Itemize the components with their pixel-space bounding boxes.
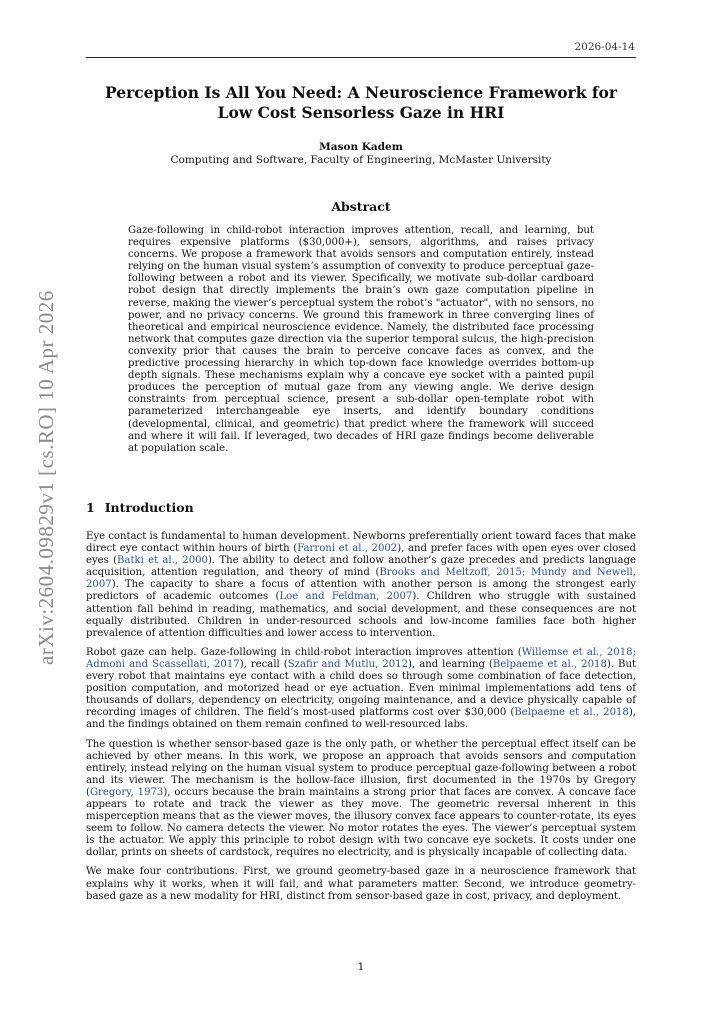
arxiv-identifier: arXiv:2604.09829v1 [cs.RO] 10 Apr 2026	[34, 290, 58, 665]
citation-link[interactable]: Belpaeme et al., 2018	[492, 658, 607, 670]
text-run: ), and prefer faces with open eyes over closed eyes (	[86, 543, 636, 567]
paragraph-4	[86, 866, 636, 902]
document-date: 2026-04-14	[574, 41, 635, 53]
paragraph-1	[86, 531, 636, 640]
text-run: Robot gaze can help. Gaze-following in child-robot interaction improves attention (	[86, 646, 522, 658]
paragraph-2	[86, 647, 636, 732]
text-run: The question is whether sensor-based gaze is the only path, or whether the perceptual effect itself can be achieved by other means. In this work, we propose an approach that avoids sensors and computation entirely, instead relying on the human visual system to produce perceptual gaze-following between a robot and its viewer. The mechanism is the hollow-face illusion, first documented in the 1970s by Gregory (	[86, 738, 636, 798]
body-text	[86, 531, 636, 910]
text-run: ), recall (	[239, 658, 288, 670]
section-heading	[86, 500, 194, 515]
paragraph-3	[86, 739, 636, 860]
text-run: ), and learning (	[408, 658, 493, 670]
citation-link[interactable]: Belpaeme et al., 2018	[514, 707, 629, 719]
section-number: 1	[86, 500, 95, 515]
paper-title: Perception Is All You Need: A Neuroscience Framework for Low Cost Sensorless Gaze in HRI	[104, 83, 618, 122]
text-run: ). Children who struggle with sustained attention fall behind in reading, mathematics, and social development, and these consequences are not equally distributed. Children in under-resourced schools and low-income families face both higher prevalence of attention difficulties and lower access to intervention.	[86, 591, 636, 639]
text-run: Eye contact is fundamental to human development. Newborns preferentially orient toward faces that make direct eye contact within hours of birth (	[86, 531, 636, 555]
page-number: 1	[357, 961, 365, 973]
text-run: We make four contributions. First, we ground geometry-based gaze in a neuroscience framework that explains why it works, when it will fail, and what parameters matter. Second, we introduce geometry-based gaze as a new modality for HRI, distinct from sensor-based gaze in cost, privacy, and deployment.	[86, 866, 636, 902]
citation-link[interactable]: Gregory, 1973	[89, 786, 164, 798]
section-title: Introduction	[104, 500, 194, 515]
citation-link[interactable]: Farroni et al., 2002	[297, 543, 398, 555]
text-run: ), occurs because the brain maintains a strong prior that faces are convex. A concave face appears to rotate and track the viewer as they move. The geometric reversal inherent in this misperception means that as the viewer moves, the illusory convex face appears to counter-rotate, its eyes seem to follow. No camera detects the viewer. No motor rotates the eyes. The viewer’s perceptual system is the actuator. We apply this principle to robot design with two concave eye sockets. It costs under one dollar, prints on sheets of cardstock, requires no electricity, and is physically incapable of collecting data.	[86, 786, 636, 859]
citation-link[interactable]: Brooks and Meltzoff, 2015; Mundy and Newell, 2007	[86, 567, 636, 591]
text-run: ). But every robot that maintains eye contact with a child does so through some combination of face detection, position computation, and motorized head or eye actuation. Even minimal implementations add tens of thousands of dollars, dependency on electricity, ongoing maintenance, and a device physically capable of recording images of children. The field’s most-used platforms cost over $30,000 (	[86, 658, 636, 719]
author-name: Mason Kadem	[319, 141, 403, 153]
text-run: ). The capacity to share a focus of attention with another person is among the strongest early predictors of academic outcomes (	[86, 579, 636, 603]
citation-link[interactable]: Batki et al., 2000	[117, 555, 208, 567]
author-affiliation: Computing and Software, Faculty of Engineering, McMaster University	[170, 154, 552, 166]
abstract-text: Gaze-following in child-robot interaction improves attention, recall, and learning, but requires expensive platforms ($30,000+), sensors, algorithms, and raises privacy concerns. We propose a framework that avoids sensors and computation entirely, instead relying on the human visual system’s assumption of convexity to produce perceptual gaze-following between a robot and its viewer. Specifically, we motivate sub-dollar cardboard robot design that directly implements the brain’s own gaze computation pipeline in reverse, making the viewer’s perceptual system the robot’s "actuator", with no sensors, no power, and no privacy concerns. We ground this framework in three converging lines of theoretical and empirical neuroscience evidence. Namely, the distributed face processing network that computes gaze direction via the superior temporal sulcus, the high-precision convexity prior that causes the brain to perceive concave faces as convex, and the predictive processing hierarchy in which top-down face knowledge overrides bottom-up depth signals. These mechanisms explain why a concave eye socket with a painted pupil produces the perception of mutual gaze from any viewing angle. We derive design constraints from perceptual science, present a sub-dollar open-template robot with parameterized interchangeable eye inserts, and identify boundary conditions (developmental, clinical, and geometric) that predict where the framework will succeed and where it will fail. If leveraged, two decades of HRI gaze findings become deliverable at population scale.	[128, 225, 594, 454]
citation-link[interactable]: Loe and Feldman, 2007	[279, 591, 413, 603]
abstract-heading: Abstract	[331, 199, 391, 214]
citation-link[interactable]: Willemse et al., 2018; Admoni and Scassellati, 2017	[86, 646, 636, 670]
text-run: ). The ability to detect and follow another’s gaze precedes and predicts language acquisition, attention regulation, and theory of mind (	[86, 555, 636, 579]
text-run: ), and the findings obtained on them remain confined to well-resourced labs.	[86, 707, 637, 731]
header-rule	[86, 57, 636, 58]
citation-link[interactable]: Szafir and Mutlu, 2012	[287, 658, 409, 670]
